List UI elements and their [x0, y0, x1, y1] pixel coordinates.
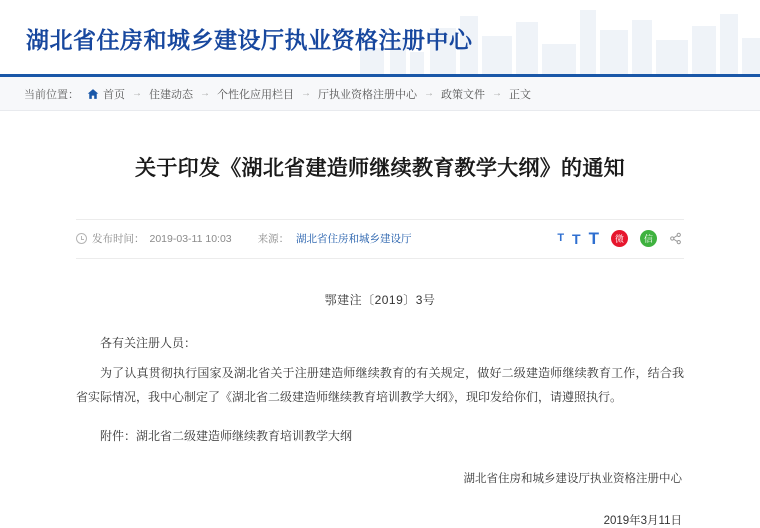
page-title: 关于印发《湖北省建造师继续教育教学大纲》的通知	[135, 157, 625, 180]
home-icon-glyph	[87, 88, 99, 100]
home-icon[interactable]	[87, 88, 99, 100]
wechat-icon[interactable]: 信	[640, 230, 657, 247]
breadcrumb-separator: →	[200, 88, 210, 99]
breadcrumb-separator: →	[301, 88, 311, 99]
article-meta-row	[76, 219, 684, 259]
font-size-small-button[interactable]: T	[557, 232, 565, 244]
breadcrumb-item-4[interactable]: 政策文件	[441, 88, 485, 101]
breadcrumb	[0, 77, 760, 111]
breadcrumb-item-1[interactable]: 住建动态	[149, 88, 193, 101]
breadcrumb-separator: →	[424, 88, 434, 99]
site-title: 湖北省住房和城乡建设厅执业资格注册中心	[26, 27, 473, 53]
share-icon[interactable]	[667, 230, 684, 247]
breadcrumb-item-5: 正文	[509, 88, 531, 101]
article-tools	[557, 230, 684, 247]
publish-time-group	[76, 231, 232, 246]
font-size-large-button[interactable]: T	[588, 229, 599, 248]
source-name[interactable]: 湖北省住房和城乡建设厅	[296, 233, 412, 245]
share-icon-glyph	[669, 232, 682, 245]
breadcrumb-item-3[interactable]: 厅执业资格注册中心	[318, 88, 417, 101]
publish-time-label: 发布时间：	[92, 233, 145, 245]
breadcrumb-separator: →	[132, 88, 142, 99]
breadcrumb-separator: →	[492, 88, 502, 99]
breadcrumb-item-0[interactable]: 首页	[103, 88, 125, 101]
source-label: 来源：	[257, 233, 290, 245]
article-container	[0, 111, 760, 528]
attachment-line: 附件：湖北省二级建造师继续教育培训教学大纲	[100, 428, 353, 443]
site-header	[0, 0, 760, 77]
signature-date: 2019年3月11日	[603, 514, 682, 527]
salutation: 各有关注册人员：	[100, 335, 197, 350]
publish-time-value: 2019-03-11 10:03	[149, 232, 232, 245]
signature-organization: 湖北省住房和城乡建设厅执业资格注册中心	[463, 472, 682, 485]
breadcrumb-label: 当前位置：	[24, 88, 79, 101]
font-size-medium-button[interactable]: T	[572, 230, 581, 247]
document-number: 鄂建注〔2019〕3号	[324, 292, 436, 307]
source-group	[258, 231, 412, 246]
breadcrumb-item-2[interactable]: 个性化应用栏目	[217, 88, 294, 101]
clock-icon	[76, 233, 87, 244]
weibo-icon[interactable]: 微	[611, 230, 628, 247]
body-paragraph: 为了认真贯彻执行国家及湖北省关于注册建造师继续教育的有关规定，做好二级建造师继续教育工作，结合我省实际情况，我中心制定了《湖北省二级建造师继续教育培训教学大纲》，现印发给你们，请遵照执行。	[76, 365, 684, 404]
